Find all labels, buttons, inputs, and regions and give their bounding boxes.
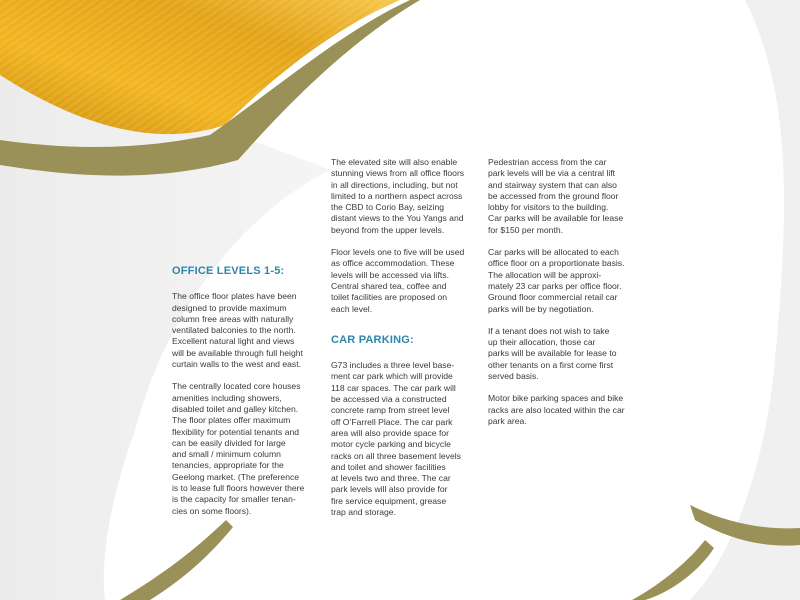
right-paragraph-2: Car parks will be allocated to each office floor on a proportionate basis. The allocation will be approxi- mately 23 car parks per office floor. Ground floor commercial retail car parks will be by negotiation. — [488, 247, 625, 314]
right-paragraph-1: Pedestrian access from the car park levels will be via a central lift and stairway system that can also be accessed from the ground floor lobby for visitors to the building. Car parks will be available for lease for $150 per month. — [488, 157, 624, 235]
right-paragraph-3: If a tenant does not wish to take up their allocation, those car parks will be available for lease to other tenants on a first come first served basis. — [488, 325, 617, 382]
office-paragraph-2: The centrally located core houses amenities including showers, disabled toilet and galley kitchen. The floor plates offer maximum flexibility for potential tenants and can be easily divided for large and small / minimum column tenancies, appropriate for the Geelong market. (The preference is to lease full floors however there is the capacity for smaller tenan- cies on some floors). — [172, 381, 305, 516]
grey-band-right — [690, 0, 800, 600]
carpark-paragraph-1: G73 includes a three level base- ment car park which will provide 118 car spaces. The car park will be accessed via a constructed concrete ramp from street level off O’Farrell Place. The car park area will also provide space for motor cycle parking and bicycle racks on all three basement levels and toilet and shower facilities at levels two and three. The car park levels will also provide for fire service equipment, grease trap and storage. — [331, 360, 461, 518]
middle-paragraph-2: Floor levels one to five will be used as office accommodation. These levels will be accessed via lifts. Central shared tea, coffee and toilet facilities are proposed on each level. — [331, 247, 465, 314]
column-middle — [331, 157, 476, 529]
olive-curve-bottom — [120, 520, 233, 600]
heading-car-parking: CAR PARKING: — [331, 333, 414, 346]
heading-office-levels: OFFICE LEVELS 1-5: — [172, 265, 285, 277]
middle-paragraph-1: The elevated site will also enable stunning views from all office floors in all directions, including, but not limited to a northern aspect across the CBD to Corio Bay, seizing distant views to the You Yangs and beyond from the upper levels. — [331, 157, 465, 235]
office-paragraph-1: The office floor plates have been designed to provide maximum column free areas with naturally ventilated balconies to the north. Excellent natural light and views will be available through full height curtain walls to the west and east. — [172, 291, 303, 370]
column-right — [488, 157, 638, 438]
right-paragraph-4: Motor bike parking spaces and bike racks are also located within the car park area. — [488, 393, 625, 426]
column-office-levels — [172, 266, 317, 528]
